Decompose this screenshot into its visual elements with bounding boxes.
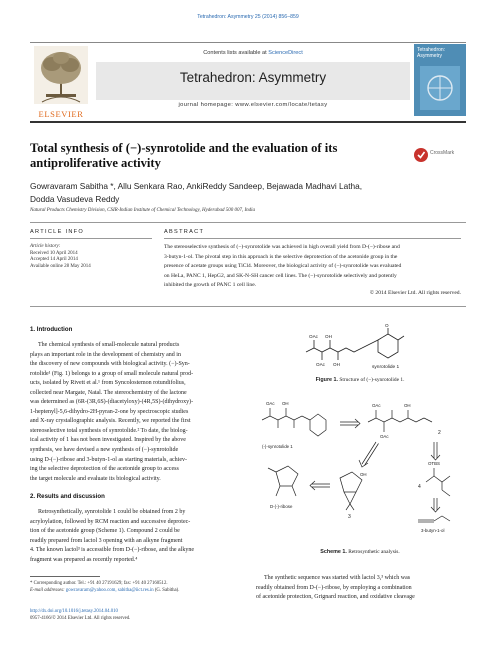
results-heading: 2. Results and discussion <box>30 493 105 500</box>
publisher-name: ELSEVIER <box>38 109 84 119</box>
issn-line: 0957-4166/© 2014 Elsevier Ltd. All rights reserved. <box>30 616 131 622</box>
figure1-structure <box>300 322 450 370</box>
results-body <box>30 508 240 565</box>
introduction-body <box>30 341 240 484</box>
text-line: of acetonide protection, Grignard reaction, and oxidative cleavage <box>256 594 415 601</box>
running-header: Tetrahedron: Asymmetry 25 (2014) 856–859 <box>197 14 299 20</box>
article-info-heading: ARTICLE INFO <box>30 229 85 235</box>
fig1-oac-top-left: OAc <box>309 334 318 339</box>
title-line2: antiproliferative activity <box>30 156 161 170</box>
contents-prefix: Contents lists available at <box>203 50 269 56</box>
journal-homepage[interactable]: journal homepage: www.elsevier.com/locate/tetasy <box>178 102 328 108</box>
text-line: tion of the acetonide group (Scheme 1). Compound 2 could be <box>30 528 180 535</box>
scheme1-caption-text: Retrosynthetic analysis. <box>346 549 400 555</box>
right-column-body <box>256 574 466 603</box>
text-line: acryloylation, followed by RCM reaction and successive deprotec- <box>30 518 191 525</box>
text-line: stereoselective total synthesis of synrotolide.² To date, the biolog- <box>30 427 188 434</box>
available-date: Available online 28 May 2014 <box>30 263 91 269</box>
email-addresses[interactable]: gowravaram@yahoo.com, sabitha@iict.res.in <box>65 588 154 594</box>
abstract-bottom-rule <box>30 306 466 307</box>
text-line: ical activity of 1 has not been investigated. Inspired by the above <box>30 437 186 444</box>
text-line: ucts, isolated by Rivett et al.¹ from Syncolostemon rotundifolius, <box>30 380 186 387</box>
scheme-compound-4: 4 <box>418 484 421 490</box>
email-suffix: (G. Sabitha). <box>153 588 180 594</box>
received-date: Received 10 April 2014 <box>30 250 78 256</box>
footnote-rule <box>30 576 100 577</box>
scheme1-caption-label: Scheme 1. <box>320 549 347 555</box>
fig1-compound-label: synrotolide 1 <box>372 365 400 370</box>
elsevier-tree-logo <box>30 44 92 108</box>
introduction-heading: 1. Introduction <box>30 326 73 333</box>
scheme1-caption <box>260 549 460 555</box>
scheme1-retrosynthesis <box>256 392 466 542</box>
authors-line1: Gowravaram Sabitha *, Allu Senkara Rao, AnkiReddy Sandeep, Bejawada Madhavi Latha, <box>30 181 363 191</box>
contents-line <box>96 50 410 56</box>
cover-art <box>420 66 460 110</box>
text-line: Retrosynthetically, synrotolide 1 could be obtained from 2 by <box>38 509 186 515</box>
header-bottom-rule <box>30 121 466 123</box>
fig1-oh-bottom: OH <box>333 362 340 367</box>
text-line: using D-(−)-ribose and 3-butyn-1-ol as starting materials, achiev- <box>30 456 188 463</box>
fig1-oac-bottom: OAc <box>316 362 325 367</box>
author-list <box>30 180 450 205</box>
text-line: the discovery of new compounds with biological activity. (−)-Syn- <box>30 361 190 368</box>
doi-block <box>30 608 245 622</box>
journal-cover-thumbnail <box>414 44 466 116</box>
scheme-oh-3: OH <box>360 472 367 477</box>
fig1-lactone-o: O <box>385 323 389 328</box>
figure1-caption-label: Figure 1. <box>315 377 339 383</box>
email-label: E-mail addresses: <box>30 588 66 594</box>
abstract-text <box>164 243 461 291</box>
figure1-caption-text: Structure of (−)-synrotolide 1. <box>338 377 405 383</box>
text-line: 1-heptenyl]-5,6-dihydro-2H-pyran-2-one by spectroscopic studies <box>30 408 189 415</box>
scheme-oac-1: OAc <box>266 401 275 406</box>
text-line: The chemical synthesis of small-molecule natural products <box>38 342 180 348</box>
text-line: ing the selective deprotection of the acetonide group to access <box>30 466 179 473</box>
text-line: fragment was prepared as recently reported.⁴ <box>30 556 138 563</box>
text-line: 4. The known lactol³ is accessible from D-(−)-ribose, and the alkyne <box>30 547 195 554</box>
scheme-synrotolide-label: (-)-synrotolide 1 <box>262 444 293 449</box>
accepted-date: Accepted 14 April 2014 <box>30 257 78 262</box>
abstract-line: The stereoselective synthesis of (−)-synrotolide was achieved in high overall yield from D-(−)-ribose and <box>164 244 400 250</box>
scheme-oac-3: OAc <box>380 434 389 439</box>
affiliation: Natural Products Chemistry Division, CSIR-Indian Institute of Chemical Technology, Hyderabad 500 007, India <box>30 208 256 213</box>
abstract-line: on HeLa, PANC 1, HepG2, and SK-N-SH cancer cell lines. The (−)-synrotolide selectively and potently <box>164 272 397 279</box>
scheme-otbs: OTBS <box>428 461 440 466</box>
footnotes <box>30 580 245 594</box>
text-line: rotolide¹ (Fig. 1) belongs to a group of small molecule natural prod- <box>30 370 194 377</box>
affiliation-rule <box>30 222 466 223</box>
article-info-rule <box>30 238 152 239</box>
cover-title <box>414 48 466 59</box>
text-line: and X-ray crystallographic analysis. Recently, we reported the first <box>30 418 191 425</box>
text-line: plays an important role in the development of chemistry and in <box>30 351 181 358</box>
scheme-compound-2: 2 <box>438 430 441 436</box>
cover-title-line2: Asymmetry <box>417 52 442 59</box>
authors-line2: Dodda Vasudeva Reddy <box>30 193 120 204</box>
article-history <box>30 244 152 270</box>
fig1-oh-top: OH <box>325 334 332 339</box>
title-line1: Total synthesis of (−)-synrotolide and the evaluation of its <box>30 141 338 155</box>
cover-title-line1: Tetrahedron: <box>417 47 446 53</box>
abstract-line: inhibited the growth of PANC 1 cell line. <box>164 282 257 289</box>
scheme-oac-2: OAc <box>372 403 381 408</box>
header-top-rule <box>30 42 466 43</box>
text-line: readily prepared from lactol 3 opening with an alkyne fragment <box>30 537 183 544</box>
abstract-copyright: © 2014 Elsevier Ltd. All rights reserved. <box>369 290 461 296</box>
scheme-oh-2: OH <box>404 403 411 408</box>
doi-link[interactable]: http://dx.doi.org/10.1016/j.tetasy.2014.04.010 <box>30 609 118 614</box>
text-line: was determined as (6R-(3R,6S)-(diacetyloxy)-(4R,5S)-(dihydroxy)- <box>30 399 194 406</box>
text-line: The synthetic sequence was started with lactol 3,³ which was <box>264 575 411 581</box>
text-line: collected near Margate, Natal. The stereochemistry of the lactone <box>30 389 187 396</box>
figure1-caption <box>260 377 460 383</box>
article-title <box>30 141 400 171</box>
scheme-ribose-label: D-(-)-ribose <box>270 504 293 509</box>
scheme-butynol-label: 3-butyn-1-ol <box>421 528 445 533</box>
history-label: Article history: <box>30 244 61 249</box>
text-line: the target molecule and evaluate its biological activity. <box>30 475 161 482</box>
abstract-heading: ABSTRACT <box>164 229 205 235</box>
abstract-rule <box>164 238 461 239</box>
sciencedirect-link[interactable]: ScienceDirect <box>268 50 303 56</box>
text-line: readily obtained from D-(−)-ribose, by employing a combination <box>256 584 412 591</box>
abstract-line: presence of acetate groups using TiCl4. Moreover, the biological activity of (−)-synrotolide was evaluated <box>164 263 402 270</box>
abstract-line: 3-butyn-1-ol. The pivotal step in this approach is the selective deprotection of the acetonide group in the <box>164 253 398 260</box>
corresponding-author-note: * Corresponding author. Tel.: +91 40 27191629; fax: +91 40 27160512. <box>30 581 168 586</box>
journal-name: Tetrahedron: Asymmetry <box>179 70 327 85</box>
email-line <box>30 587 245 594</box>
text-line: synthesis, we have devised a new synthesis of (−)-synrotolide <box>30 447 179 454</box>
scheme-oh-1: OH <box>282 401 289 406</box>
crossmark-label[interactable]: CrossMark <box>430 150 455 156</box>
scheme-compound-3: 3 <box>348 514 351 520</box>
